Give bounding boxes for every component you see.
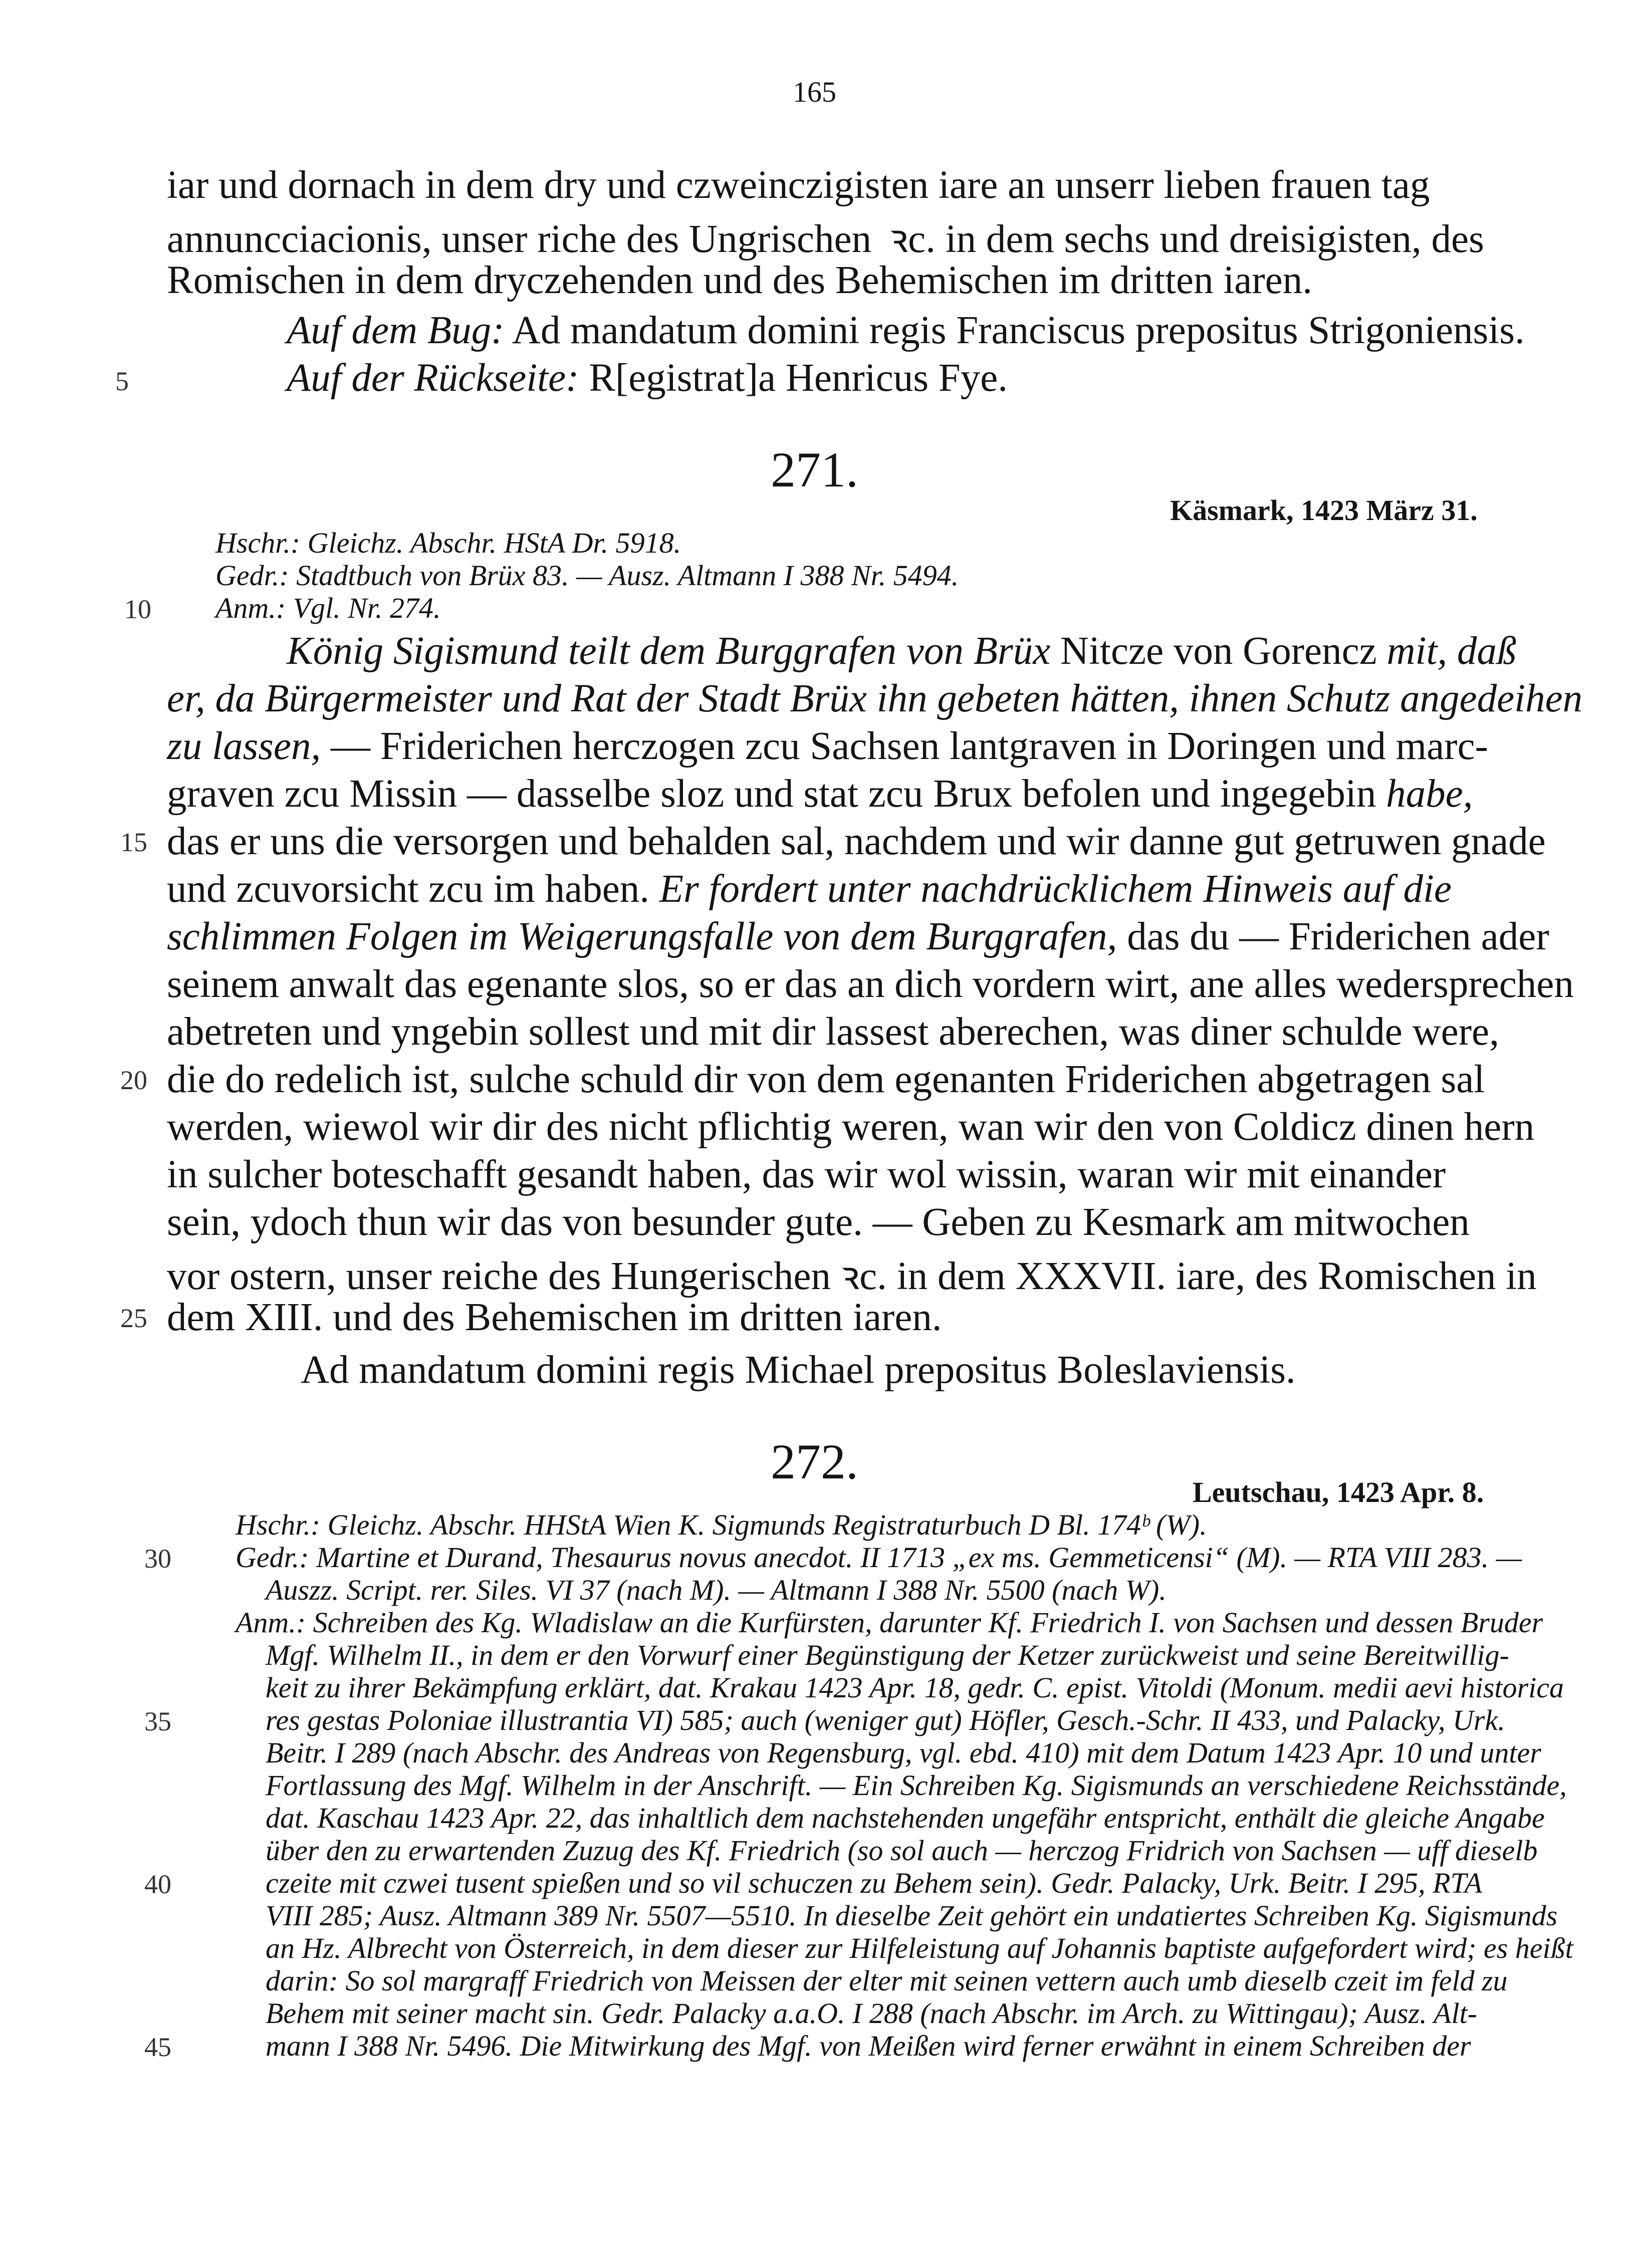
- note-272-line-7: res gestas Poloniae illustrantia VI) 585; auch (weniger gut) Höfler, Gesch.-Schr. II 433, und Palacky, Urk.: [266, 1704, 1505, 1736]
- line-number-35: 35: [144, 1706, 171, 1736]
- text-271-line-1: König Sigismund teilt dem Burggrafen von Brüx Nitcze von Gorencz mit, daß: [287, 629, 1517, 673]
- line-number-45: 45: [144, 2032, 171, 2062]
- line-number-5: 5: [115, 366, 129, 396]
- text-271-line-8: seinem anwalt das egenante slos, so er das an dich vordern wirt, ane alles wedersprechen: [167, 962, 1574, 1006]
- note-272-line-17: mann I 388 Nr. 5496. Die Mitwirkung des Mgf. von Meißen wird ferner erwähnt in einem Schreiben der: [266, 2030, 1471, 2062]
- endorsement-bug-text: Ad mandatum domini regis Franciscus prepositus Strigoniensis.: [512, 309, 1525, 352]
- line-number-20: 20: [120, 1065, 147, 1095]
- note-272-line-2: Gedr.: Martine et Durand, Thesaurus novus anecdot. II 1713 „ex ms. Gemmeticensi“ (M). — RTA VIII 283. —: [236, 1541, 1522, 1574]
- text-271-line-15: dem XIII. und des Behemischen im dritten iaren.: [167, 1296, 942, 1339]
- line-number-25: 25: [120, 1303, 147, 1333]
- text-271-line-11: werden, wiewol wir dir des nicht pflichtig weren, wan wir den von Coldicz dinen hern: [167, 1105, 1535, 1149]
- endorsement-bug-label: Auf dem Bug:: [287, 309, 505, 352]
- closing-271: Ad mandatum domini regis Michael prepositus Boleslaviensis.: [301, 1348, 1296, 1392]
- note-272-line-12: czeite mit czwei tusent spießen und so vil schuczen zu Behem sein). Gedr. Palacky, Urk. Beitr. I 295, RTA: [266, 1867, 1482, 1899]
- note-272-line-13: VIII 285; Ausz. Altmann 389 Nr. 5507—5510. In dieselbe Zeit gehört ein undatiertes Schreiben Kg. Sigismunds: [266, 1899, 1558, 1932]
- text-271-line-12: in sulcher boteschafft gesandt haben, das wir wol wissin, waran wir mit einander: [167, 1153, 1446, 1196]
- note-272-line-5: Mgf. Wilhelm II., in dem er den Vorwurf einer Begünstigung der Ketzer zurückweist und seine Bereitwillig-: [266, 1639, 1509, 1671]
- note-272-line-8: Beitr. I 289 (nach Abschr. des Andreas von Regensburg, vgl. ebd. 410) mit dem Datum 1423 Apr. 10 und unter: [266, 1736, 1541, 1769]
- note-272-line-16: Behem mit seiner macht sin. Gedr. Palacky a.a.O. I 288 (nach Abschr. im Arch. zu Wittingau); Ausz. Alt-: [266, 1997, 1477, 2030]
- note-272-line-11: über den zu erwartenden Zuzug des Kf. Friedrich (so sol auch — herczog Fridrich von Sachsen — uff dieselb: [266, 1834, 1538, 1867]
- note-272-line-3: Auszz. Script. rer. Siles. VI 37 (nach M). — Altmann I 388 Nr. 5500 (nach W).: [266, 1574, 1167, 1606]
- intro-line-3: Romischen in dem dryczehenden und des Behemischen im dritten iaren.: [167, 259, 1312, 302]
- text-271-line-13: sein, ydoch thun wir das von besunder gute. — Geben zu Kesmark am mitwochen: [167, 1200, 1470, 1244]
- text-271-line-7: schlimmen Folgen im Weigerungsfalle von dem Burggrafen, das du — Friderichen ader: [167, 915, 1549, 958]
- endorsement-back-label: Auf der Rückseite:: [287, 356, 579, 400]
- line-number-10: 10: [124, 594, 151, 624]
- note-272-line-6: keit zu ihrer Bekämpfung erklärt, dat. Krakau 1423 Apr. 18, gedr. C. epist. Vitoldi (Monum. medii aevi historica: [266, 1671, 1564, 1704]
- note-272-line-4: Anm.: Schreiben des Kg. Wladislaw an die Kurfürsten, darunter Kf. Friedrich I. von Sachsen und dessen Bruder: [236, 1606, 1543, 1639]
- intro-line-1: iar und dornach in dem dry und czweinczigisten iare an unserr lieben frauen tag: [167, 163, 1430, 207]
- endorsement-bug: [287, 308, 1525, 353]
- text-271-line-9: abetreten und yngebin sollest und mit dir lassest aberechen, was diner schulde were,: [167, 1010, 1499, 1054]
- text-271-line-3: zu lassen, — Friderichen herczogen zcu Sachsen lantgraven in Doringen und marc-: [167, 724, 1488, 768]
- place-date-271: Käsmark, 1423 März 31.: [1170, 494, 1478, 527]
- line-number-30: 30: [144, 1544, 171, 1574]
- line-number-40: 40: [144, 1869, 171, 1899]
- line-number-15: 15: [120, 827, 147, 857]
- note-271-gedr: Gedr.: Stadtbuch von Brüx 83. — Ausz. Altmann I 388 Nr. 5494.: [215, 559, 959, 592]
- note-272-line-14: an Hz. Albrecht von Österreich, in dem dieser zur Hilfeleistung auf Johannis baptiste aufgefordert wird; es heißt: [266, 1932, 1573, 1964]
- text-271-line-4: graven zcu Missin — dasselbe sloz und stat zcu Brux befolen und ingegebin habe,: [167, 772, 1473, 816]
- text-271-line-10: die do redelich ist, sulche schuld dir von dem egenanten Friderichen abgetragen sal: [167, 1058, 1485, 1101]
- text-271-line-5: das er uns die versorgen und behalden sal, nachdem und wir danne gut getruwen gnade: [167, 820, 1546, 863]
- note-272-line-10: dat. Kaschau 1423 Apr. 22, das inhaltlich dem nachstehenden ungefähr entspricht, enthält die gleiche Angabe: [266, 1802, 1545, 1834]
- note-271-anm: Anm.: Vgl. Nr. 274.: [215, 592, 441, 624]
- intro-line-2: annuncciacionis, unser riche des Ungrischen ꝛc. in dem sechs und dreisigisten, des: [167, 217, 1484, 261]
- endorsement-back: [287, 356, 1008, 401]
- document-number-271: 271.: [771, 442, 858, 497]
- text-271-line-2: er, da Bürgermeister und Rat der Stadt Brüx ihn gebeten hätten, ihnen Schutz angedeihen: [167, 677, 1583, 720]
- place-date-272: Leutschau, 1423 Apr. 8.: [1193, 1476, 1484, 1508]
- text-271-line-6: und zcuvorsicht zcu im haben. Er fordert unter nachdrücklichem Hinweis auf die: [167, 867, 1452, 911]
- document-number-272: 272.: [771, 1434, 858, 1489]
- endorsement-back-text: R[egistrat]a Henricus Fye.: [589, 356, 1008, 400]
- text-271-line-14: vor ostern, unser reiche des Hungerischen ꝛc. in dem XXXVII. iare, des Romischen in: [167, 1254, 1537, 1298]
- note-272-line-9: Fortlassung des Mgf. Wilhelm in der Anschrift. — Ein Schreiben Kg. Sigismunds an verschiedene Reichsstände,: [266, 1769, 1567, 1802]
- page-number: 165: [793, 76, 836, 108]
- note-271-hschr: Hschr.: Gleichz. Abschr. HStA Dr. 5918.: [215, 527, 681, 559]
- note-272-line-1: Hschr.: Gleichz. Abschr. HHStA Wien K. Sigmunds Registraturbuch D Bl. 174ᵇ (W).: [236, 1508, 1207, 1541]
- note-272-line-15: darin: So sol margraff Friedrich von Meissen der elter mit seinen vettern auch umb dieselb czeit im feld zu: [266, 1964, 1508, 1997]
